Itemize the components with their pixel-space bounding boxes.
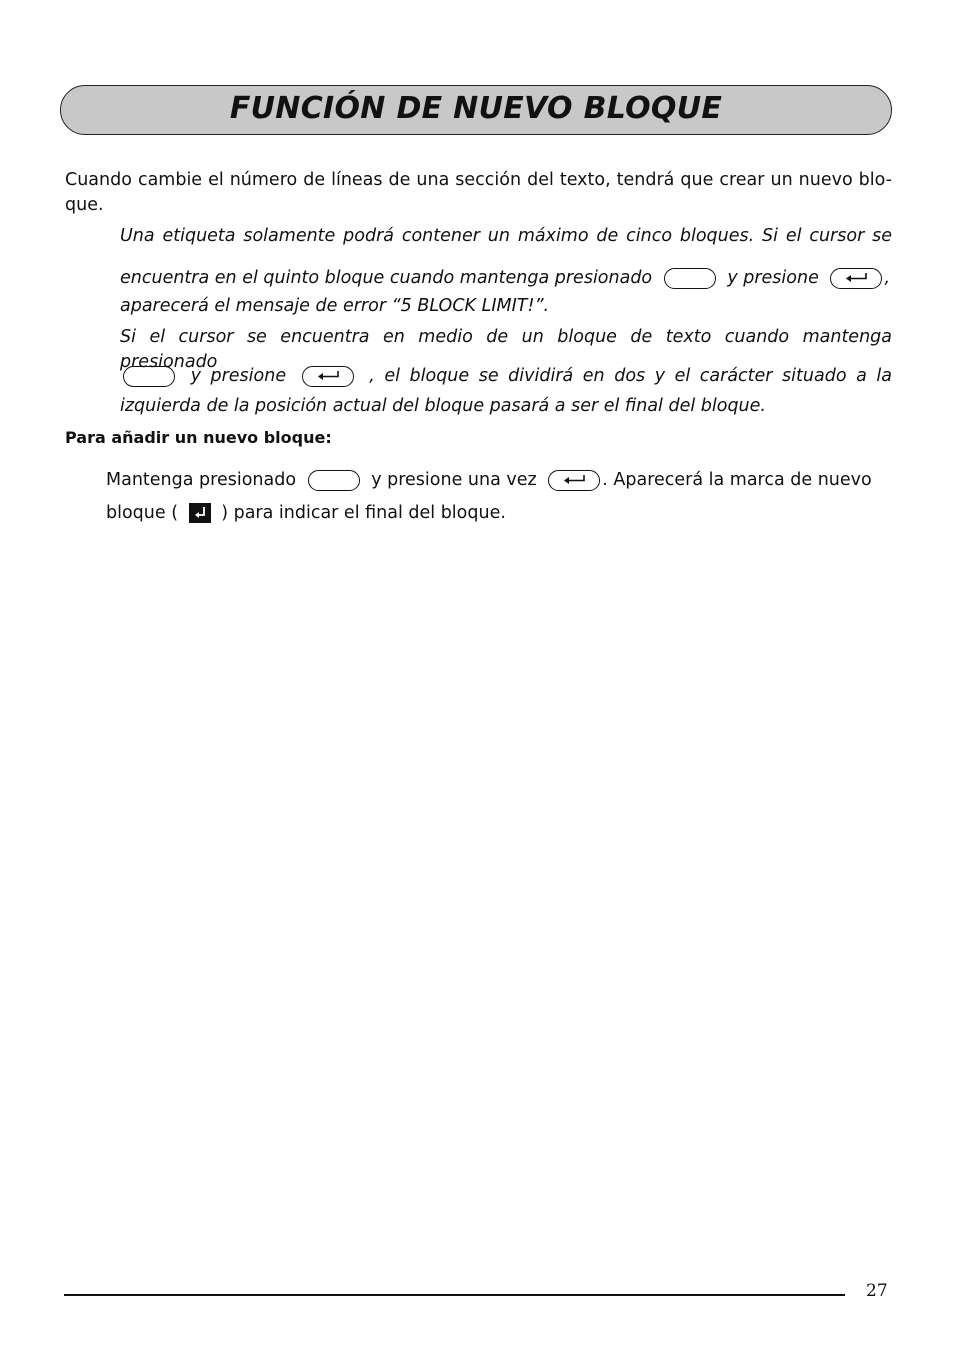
footer-rule (64, 1294, 845, 1296)
return-key-icon (830, 268, 882, 289)
return-key-icon (302, 366, 354, 387)
return-key-icon (548, 470, 600, 491)
procedure-line-2: bloque ( ) para indicar el final del bloque. (106, 503, 506, 523)
note2-line-2: y presione , el bloque se dividirá en dos y el carácter situado a la (120, 364, 892, 389)
code-key-icon (123, 366, 175, 387)
title-banner (60, 85, 892, 135)
note2-line-3: izquierda de la posición actual del bloque pasará a ser el final del bloque. (120, 396, 766, 416)
note1-line-1: Una etiqueta solamente podrá contener un máximo de cinco bloques. Si el cursor se (120, 226, 892, 246)
page-number: 27 (866, 1281, 888, 1301)
procedure-line-1: Mantenga presionado y presione una vez . Aparecerá la marca de nuevo (106, 470, 872, 490)
intro-line-1: Cuando cambie el número de líneas de una sección del texto, tendrá que crear un nuevo blo- (65, 170, 892, 190)
note2-line-1: Si el cursor se encuentra en medio de un bloque de texto cuando mantenga presionado (120, 327, 892, 372)
code-key-icon (664, 268, 716, 289)
note1-line-2: encuentra en el quinto bloque cuando mantenga presionado y presione , (120, 268, 891, 288)
note1-line-3: aparecerá el mensaje de error “5 BLOCK LIMIT!”. (120, 296, 550, 316)
procedure-heading: Para añadir un nuevo bloque: (65, 428, 332, 447)
new-block-mark-icon (189, 503, 211, 523)
intro-line-2: que. (65, 195, 104, 215)
page-title: FUNCIÓN DE NUEVO BLOQUE (229, 91, 723, 126)
code-key-icon (308, 470, 360, 491)
